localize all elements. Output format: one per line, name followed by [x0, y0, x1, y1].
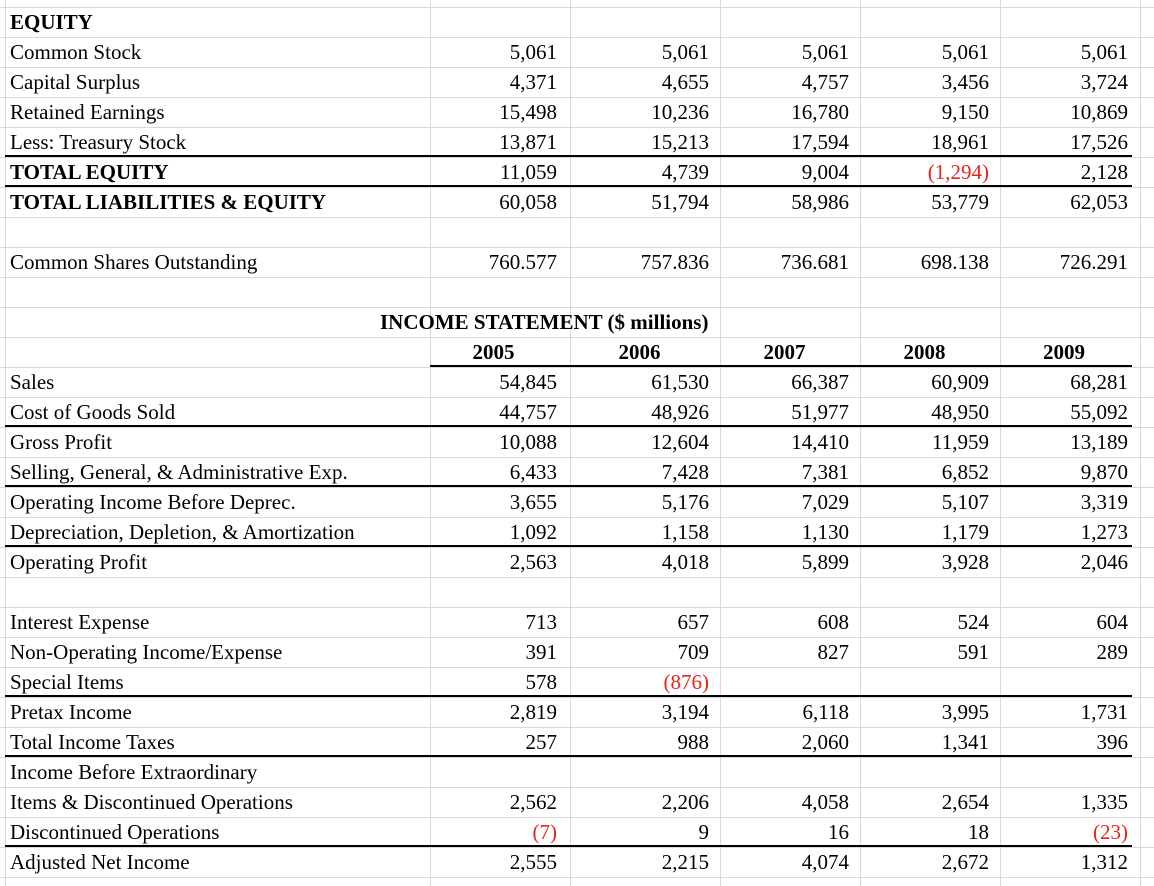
- cell-2006: 2,215: [661, 850, 709, 874]
- row-label: Gross Profit: [10, 430, 113, 454]
- cell-2005: 11,059: [500, 160, 557, 184]
- cell-2006: 51,794: [651, 190, 709, 214]
- cell-2009: [1000, 667, 1128, 697]
- cell-2007: 7,381: [801, 460, 849, 484]
- year-2009: 2009: [1043, 340, 1085, 364]
- row-label: Depreciation, Depletion, & Amortization: [10, 520, 355, 544]
- cell-2007: [720, 667, 849, 697]
- row-label: Items & Discontinued Operations: [10, 790, 293, 814]
- cell-2005: 10,088: [499, 430, 557, 454]
- cell-2006: 9: [698, 820, 709, 844]
- table-row: [0, 457, 1154, 487]
- cell-2008: 5,061: [941, 40, 989, 64]
- cell-2005: 2,563: [509, 550, 557, 574]
- cell-2006: 7,428: [661, 460, 709, 484]
- cell-2005: 60,058: [499, 190, 557, 214]
- table-row: [0, 67, 1154, 97]
- cell-2005: 2,562: [509, 790, 557, 814]
- table-row: [0, 787, 1154, 817]
- cell-2008: 2,672: [941, 850, 989, 874]
- table-row: [0, 367, 1154, 397]
- row-label: Selling, General, & Administrative Exp.: [10, 460, 348, 484]
- cell-2009: 726.291: [1059, 250, 1128, 274]
- cell-2009: 604: [1096, 610, 1128, 634]
- cell-2005: 760.577: [488, 250, 557, 274]
- cell-2007: 9,004: [801, 160, 849, 184]
- cell-2005: 257: [525, 730, 557, 754]
- cell-2009: 17,526: [1070, 130, 1128, 154]
- cell-2007: 608: [817, 610, 849, 634]
- row-label: Discontinued Operations: [10, 820, 220, 844]
- table-row: [0, 97, 1154, 127]
- cell-2007: 5,061: [801, 40, 849, 64]
- cell-2009: 1,273: [1080, 520, 1128, 544]
- cell-2005: 54,845: [499, 370, 557, 394]
- cell-2006: 15,213: [651, 130, 709, 154]
- cell-2007: 4,074: [801, 850, 849, 874]
- cell-2008: 3,928: [941, 550, 989, 574]
- cell-2005: 5,061: [509, 40, 557, 64]
- row-label: TOTAL EQUITY: [10, 160, 169, 184]
- cell-2008: 524: [957, 610, 989, 634]
- row-label: Cost of Goods Sold: [10, 400, 176, 424]
- cell-2009: 68,281: [1070, 370, 1128, 394]
- cell-2007: 6,118: [802, 700, 849, 724]
- cell-2009: 3,724: [1080, 70, 1128, 94]
- row-label: Operating Profit: [10, 550, 148, 574]
- table-row: [0, 157, 1154, 187]
- table-row: [0, 607, 1154, 637]
- cell-2006: 657: [677, 610, 709, 634]
- year-2006: 2006: [618, 340, 661, 364]
- cell-2006: 4,655: [661, 70, 709, 94]
- year-2007: 2007: [763, 340, 806, 364]
- cell-2009: 1,335: [1080, 790, 1128, 814]
- row-label: Common Shares Outstanding: [10, 250, 258, 274]
- cell-2006: 3,194: [661, 700, 709, 724]
- cell-2005: 2,819: [509, 700, 557, 724]
- table-row: [0, 667, 1154, 697]
- cell-2005: 391: [525, 640, 557, 664]
- cell-2007: 51,977: [791, 400, 849, 424]
- income-statement-title: INCOME STATEMENT ($ millions): [380, 310, 709, 334]
- cell-2008: 48,950: [931, 400, 989, 424]
- row-label: Retained Earnings: [10, 100, 165, 124]
- row-label: Income Before Extraordinary: [10, 760, 258, 784]
- table-row: [0, 757, 1154, 787]
- cell-2009: 10,869: [1070, 100, 1128, 124]
- row-label: Total Income Taxes: [10, 730, 175, 754]
- cell-2007: 16: [828, 820, 849, 844]
- cell-2009: 3,319: [1080, 490, 1128, 514]
- cell-2006: 10,236: [651, 100, 709, 124]
- row-label: Adjusted Net Income: [10, 850, 190, 874]
- cell-2006: 48,926: [651, 400, 709, 424]
- table-row: [0, 187, 1154, 217]
- cell-2007: 2,060: [801, 730, 849, 754]
- cell-2009: 13,189: [1070, 430, 1128, 454]
- cell-2009: (23): [1093, 820, 1128, 844]
- cell-2007: 58,986: [791, 190, 849, 214]
- income-title-row: [0, 307, 1154, 337]
- cell-2008: 1,341: [941, 730, 989, 754]
- cell-2009: 5,061: [1080, 40, 1128, 64]
- cell-2006: 61,530: [651, 370, 709, 394]
- table-row: [0, 697, 1154, 727]
- row-label: Common Stock: [10, 40, 142, 64]
- table-row: [0, 637, 1154, 667]
- cell-2005: (7): [532, 820, 557, 844]
- cell-2005: 713: [525, 610, 557, 634]
- table-row: [0, 727, 1154, 757]
- cell-2008: (1,294): [927, 160, 989, 184]
- cell-2006: 1,158: [661, 520, 709, 544]
- row-label: TOTAL LIABILITIES & EQUITY: [10, 190, 327, 214]
- table-row: [0, 517, 1154, 547]
- cell-2008: 1,179: [941, 520, 989, 544]
- cell-2005: 2,555: [509, 850, 557, 874]
- cell-2005: 6,433: [509, 460, 557, 484]
- row-label: Pretax Income: [10, 700, 132, 724]
- cell-2006: 709: [677, 640, 709, 664]
- equity-header-row: [0, 7, 1154, 37]
- cell-2006: 988: [677, 730, 709, 754]
- cell-2006: 757.836: [640, 250, 709, 274]
- cell-2007: 17,594: [791, 130, 849, 154]
- cell-2007: 4,058: [801, 790, 849, 814]
- cell-2005: 3,655: [509, 490, 557, 514]
- cell-2007: 5,899: [801, 550, 849, 574]
- cell-2009: 62,053: [1070, 190, 1128, 214]
- table-row: [0, 397, 1154, 427]
- cell-2009: 396: [1096, 730, 1128, 754]
- cell-2006: 5,176: [661, 490, 709, 514]
- cell-2007: 4,757: [801, 70, 849, 94]
- cell-2008: 18,961: [931, 130, 989, 154]
- cell-2008: 53,779: [931, 190, 989, 214]
- cell-2007: 14,410: [791, 430, 849, 454]
- cell-2008: 9,150: [941, 100, 989, 124]
- year-2008: 2008: [903, 340, 946, 364]
- cell-2005: 44,757: [499, 400, 557, 424]
- row-label: Capital Surplus: [10, 70, 141, 94]
- table-row: [0, 547, 1154, 577]
- table-row: [0, 37, 1154, 67]
- cell-2005: 4,371: [509, 70, 557, 94]
- cell-2008: 5,107: [941, 490, 989, 514]
- cell-2007: 16,780: [791, 100, 849, 124]
- table-row: [0, 127, 1154, 157]
- cell-2006: (876): [663, 670, 709, 694]
- cell-2006: 4,018: [661, 550, 709, 574]
- cell-2006: 2,206: [661, 790, 709, 814]
- cell-2008: 60,909: [931, 370, 989, 394]
- cell-2007: 827: [817, 640, 849, 664]
- years-header-row: [0, 337, 1154, 367]
- cell-2008: 11,959: [932, 430, 989, 454]
- year-2005: 2005: [472, 340, 515, 364]
- cell-2009: 2,046: [1080, 550, 1128, 574]
- cell-2009: 55,092: [1070, 400, 1128, 424]
- cell-2009: 9,870: [1080, 460, 1128, 484]
- cell-2008: [860, 667, 989, 697]
- cell-2006: 5,061: [661, 40, 709, 64]
- cell-2008: 18: [968, 820, 989, 844]
- row-label: Non-Operating Income/Expense: [10, 640, 283, 664]
- shares-row: [0, 247, 1154, 277]
- cell-2009: 1,312: [1080, 850, 1128, 874]
- cell-2005: 1,092: [509, 520, 557, 544]
- row-label: Operating Income Before Deprec.: [10, 490, 296, 514]
- cell-2007: 736.681: [780, 250, 849, 274]
- table-row: [0, 487, 1154, 517]
- row-label: Sales: [10, 370, 55, 394]
- cell-2005: 15,498: [499, 100, 557, 124]
- table-row: [0, 847, 1154, 877]
- table-row: [0, 817, 1154, 847]
- cell-2007: 66,387: [791, 370, 849, 394]
- row-label: Less: Treasury Stock: [10, 130, 187, 154]
- table-row: [0, 427, 1154, 457]
- cell-2007: 7,029: [801, 490, 849, 514]
- cell-2006: 4,739: [661, 160, 709, 184]
- cell-2008: 3,456: [941, 70, 989, 94]
- cell-2008: 698.138: [920, 250, 989, 274]
- cell-2006: 12,604: [651, 430, 709, 454]
- row-label: Special Items: [10, 670, 124, 694]
- cell-2005: 578: [525, 670, 557, 694]
- cell-2005: 13,871: [499, 130, 557, 154]
- cell-2009: 1,731: [1080, 700, 1128, 724]
- cell-2008: 591: [957, 640, 989, 664]
- cell-2009: 2,128: [1080, 160, 1128, 184]
- row-label: Interest Expense: [10, 610, 150, 634]
- cell-2007: 1,130: [801, 520, 849, 544]
- cell-2009: 289: [1096, 640, 1128, 664]
- cell-2008: 3,995: [941, 700, 989, 724]
- cell-2008: 2,654: [941, 790, 989, 814]
- cell-2008: 6,852: [941, 460, 989, 484]
- equity-header: EQUITY: [10, 10, 93, 34]
